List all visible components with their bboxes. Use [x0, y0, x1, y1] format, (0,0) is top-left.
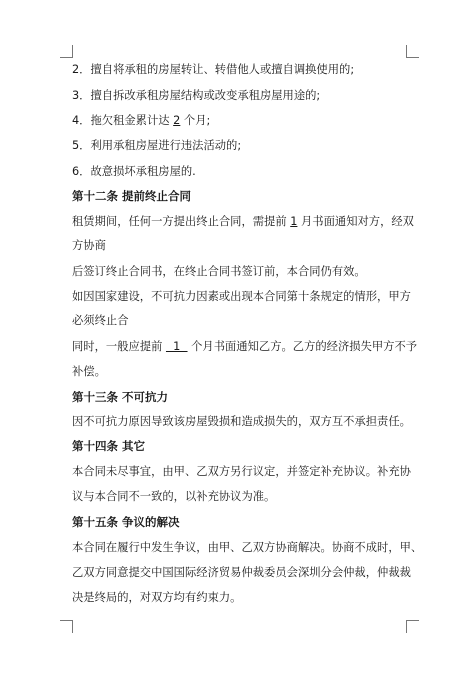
section-12-paragraph-1-cont: 方协商	[72, 239, 106, 252]
margin-corner-top-right	[406, 45, 419, 58]
list-item-6: 6．故意损坏承租房屋的.	[72, 165, 196, 178]
section-15-paragraph-cont-1: 乙双方同意提交中国国际经济贸易仲裁委员会深圳分会仲裁，仲裁裁	[72, 566, 411, 579]
section-15-paragraph: 本合同在履行中发生争议，由甲、乙双方协商解决。协商不成时，甲、	[72, 541, 423, 554]
section-15-paragraph-cont-2: 决是终局的，对双方均有约束力。	[72, 591, 242, 604]
list-item-2: 2．擅自将承租的房屋转让、转借他人或擅自调换使用的;	[72, 63, 355, 76]
section-12-paragraph-3: 如因国家建设，不可抗力因素或出现本合同第十条规定的情形，甲方	[72, 290, 411, 303]
section-14-paragraph-cont: 议与本合同不一致的，以补充协议为准。	[72, 490, 276, 503]
margin-corner-bottom-right	[406, 620, 419, 633]
section-12-paragraph-3-cont: 必须终止合	[72, 314, 129, 327]
section-15-heading: 第十五条 争议的解决	[72, 515, 180, 529]
section-12-heading: 第十二条 提前终止合同	[72, 189, 192, 203]
section-12-paragraph-2: 后签订终止合同书，在终止合同书签订前，本合同仍有效。	[72, 265, 366, 278]
margin-corner-top-left	[60, 45, 73, 58]
list-item-4: 4．拖欠租金累计达 2 个月;	[72, 114, 211, 127]
margin-corner-bottom-left	[60, 620, 73, 633]
section-14-paragraph: 本合同未尽事宜，由甲、乙双方另行议定，并签定补充协议。补充协	[72, 465, 411, 478]
section-12-paragraph-1: 租赁期间，任何一方提出终止合同，需提前 1 月书面通知对方，经双	[72, 215, 414, 228]
section-13-heading: 第十三条 不可抗力	[72, 390, 169, 404]
list-item-5: 5．利用承租房屋进行违法活动的;	[72, 139, 242, 152]
list-item-3: 3．擅自拆改承租房屋结构或改变承租房屋用途的;	[72, 89, 321, 102]
section-12-paragraph-4-cont: 补偿。	[72, 365, 106, 378]
section-13-paragraph: 因不可抗力原因导致该房屋毁损和造成损失的，双方互不承担责任。	[72, 415, 411, 428]
section-14-heading: 第十四条 其它	[72, 439, 146, 453]
section-12-paragraph-4: 同时，一般应提前 1 个月书面通知乙方。乙方的经济损失甲方不予	[72, 340, 418, 353]
